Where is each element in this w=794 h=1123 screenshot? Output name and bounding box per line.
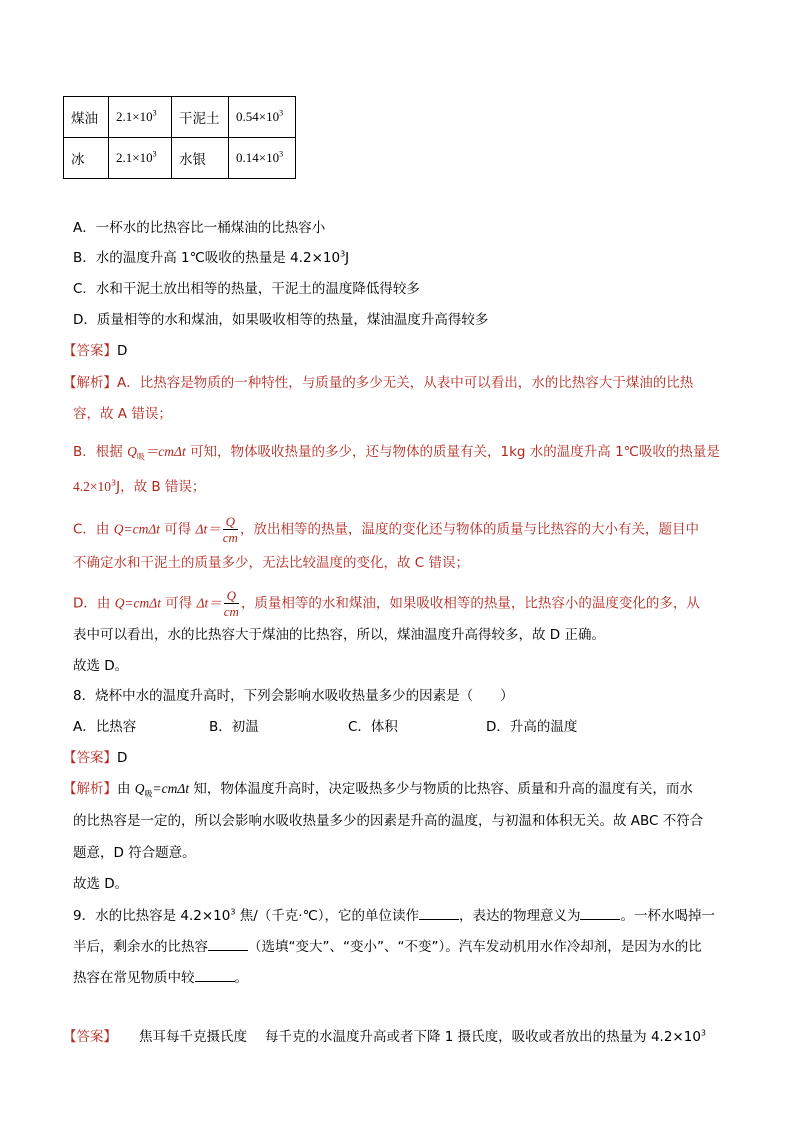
q8-option-c: C．体积 (348, 719, 398, 735)
q8-options (73, 717, 577, 737)
q7-option-c: C．水和干泥土放出相等的热量，干泥土的温度降低得较多 (73, 281, 420, 297)
q7-analysis-d-2: 表中可以看出，水的比热容大于煤油的比热容，所以，煤油温度升高得较多，故 D 正确。 (73, 627, 605, 643)
fraction: $\frac{Q}{cm}$ (223, 588, 239, 619)
q7-analysis-a-1: 【解析】A．比热容是物质的一种特性，与质量的多少无关，从表中可以看出，水的比热容大于煤油的比热 (63, 375, 694, 391)
value-cell: $0.14\times 10^3$ (229, 138, 296, 179)
q8-answer: 【答案】D (63, 750, 128, 766)
q8-option-a: A．比热容 (73, 719, 137, 735)
substance-cell: 干泥土 (172, 97, 229, 138)
substance-cell: 煤油 (64, 97, 109, 138)
q9-line-2: 半后，剩余水的比热容 （选填“变大”、“变小”、“不变”）。汽车发动机用水作冷却剂，是因为水的比 (73, 936, 702, 957)
q8-analysis-3: 题意，D 符合题意。 (73, 845, 196, 861)
q8-analysis-1: 【解析】由 $Q_吸=cm\Delta t$ 知，物体温度升高时，决定吸热多少与物质的比热容、质量和升高的温度有关，而水 (63, 781, 693, 799)
q7-conclusion: 故选 D。 (73, 658, 129, 674)
q7-option-d: D．质量相等的水和煤油，如果吸收相等的热量，煤油温度升高得较多 (73, 312, 489, 328)
q7-analysis-c-1: C．由 Q=cmΔt 可得 Δt＝ $\frac{Q}{cm}$ ，放出相等的热量，温度的变化还与物体的质量与比热容的大小有关，题目中 (73, 514, 699, 545)
q8-option-b: B．初温 (209, 719, 259, 735)
q9-line-1: 9．水的比热容是 $4.2\times 10^3$ 焦/（千克·℃），它的单位读作 ，表达的物理意义为 。一杯水喝掉一 (73, 905, 715, 926)
substance-cell: 冰 (64, 138, 109, 179)
q7-answer: 【答案】D (63, 343, 128, 359)
q8-stem: 8．烧杯中水的温度升高时，下列会影响水吸收热量多少的因素是（ ） (73, 688, 514, 704)
answer-blank (208, 936, 248, 951)
answer-blank (419, 905, 459, 920)
q8-option-d: D．升高的温度 (486, 719, 578, 735)
value-cell: $2.1\times 10^3$ (109, 138, 172, 179)
q9-line-3: 热容在常见物质中较 。 (73, 967, 248, 988)
answer-blank (580, 905, 620, 920)
substance-cell: 水银 (172, 138, 229, 179)
q7-analysis-a-2: 容，故 A 错误； (73, 406, 172, 422)
q8-conclusion: 故选 D。 (73, 876, 129, 892)
q9-answer: 【答案】 焦耳每千克摄氏度 每千克的水温度升高或者下降 1 摄氏度，吸收或者放出的热量为 $4.2\times 10^3$ (63, 1028, 707, 1045)
answer-blank (195, 967, 235, 982)
q7-analysis-b-2: $4.2\times 10^3J$，故 B 错误； (73, 478, 206, 495)
table-row (64, 97, 296, 138)
q7-option-b: B．水的温度升高 1℃吸收的热量是 $4.2\times 10^3J$ (73, 249, 350, 266)
table-row (64, 138, 296, 179)
q7-analysis-d-1: D．由 Q=cmΔt 可得 Δt＝ $\frac{Q}{cm}$ ，质量相等的水和煤油，如果吸收相等的热量，比热容小的温度变化的多，从 (73, 588, 700, 619)
fraction: $\frac{Q}{cm}$ (222, 514, 238, 545)
value-cell: $0.54\times 10^3$ (229, 97, 296, 138)
value-cell: $2.1\times 10^3$ (109, 97, 172, 138)
q7-analysis-c-2: 不确定水和干泥土的质量多少，无法比较温度的变化，故 C 错误； (73, 555, 470, 571)
q7-option-a: A．一杯水的比热容比一桶煤油的比热容小 (73, 220, 326, 236)
q7-analysis-b-1: B．根据 $Q_吸=cm\Delta t$ 可知，物体吸收热量的多少，还与物体的质量有关，1kg 水的温度升高 1℃吸收的热量是 (73, 444, 720, 462)
q8-analysis-2: 的比热容是一定的，所以会影响水吸收热量多少的因素是升高的温度，与初温和体积无关。故 ABC 不符合 (73, 813, 704, 829)
specific-heat-table (63, 96, 296, 179)
